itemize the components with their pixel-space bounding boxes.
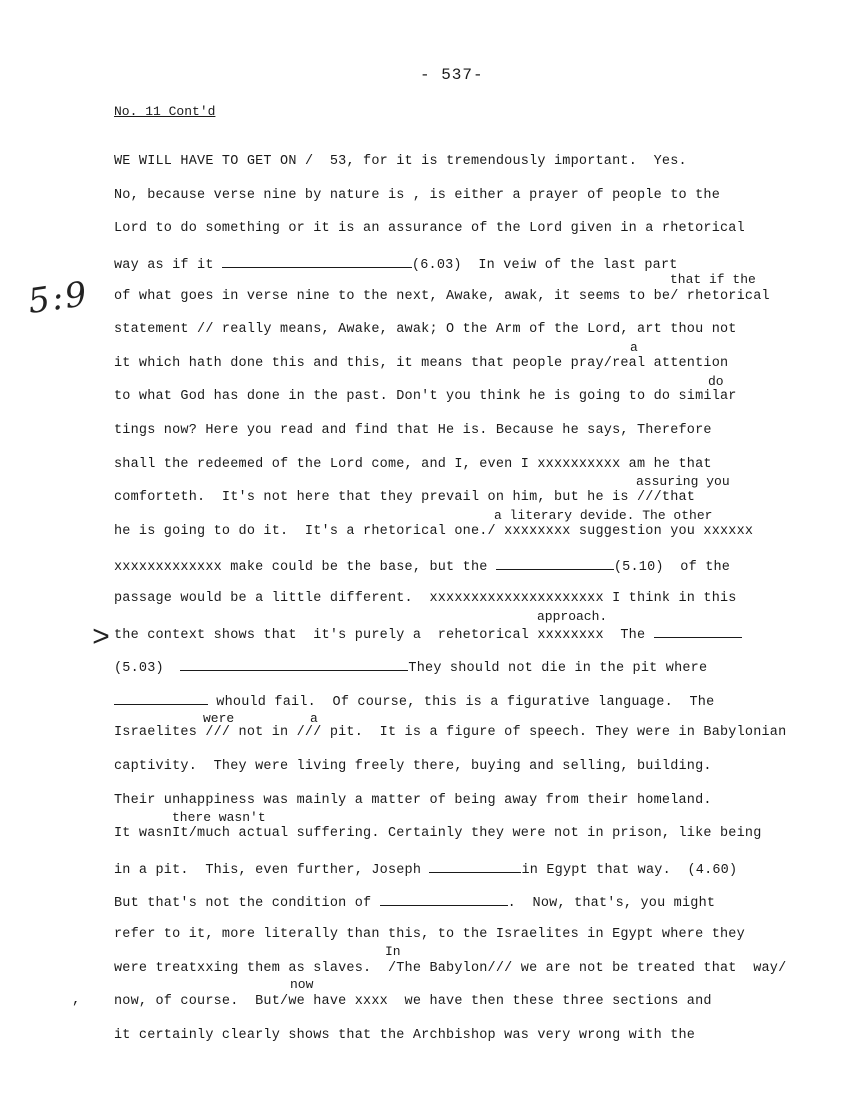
text-line: Lord to do something or it is an assurance of the Lord given in a rhetorical — [114, 221, 745, 236]
section-heading: No. 11 Cont'd — [114, 104, 216, 119]
text-line: it which hath done this and this, it means that people pray/real attention — [114, 356, 729, 371]
text-line: in a pit. This, even further, Joseph in Egypt that way. (4.60) — [114, 860, 737, 878]
text-line: now, of course. But/we have xxxx we have then these three sections and — [114, 994, 712, 1009]
interlinear-insert: a — [310, 711, 318, 726]
text-line: Israelites /// not in /// pit. It is a figure of speech. They were in Babylonian — [114, 725, 787, 740]
text-line: Their unhappiness was mainly a matter of being away from their homeland. — [114, 793, 712, 808]
interlinear-insert: In — [385, 944, 401, 959]
text-line: the context shows that it's purely a rehetorical xxxxxxxx The — [114, 625, 742, 643]
text-line: way as if it (6.03) In veiw of the last part — [114, 255, 678, 273]
handwritten-arrow-mark: > — [92, 622, 111, 656]
interlinear-insert: a — [630, 340, 638, 355]
text-line: (5.03) They should not die in the pit where — [114, 658, 707, 676]
text-line: to what God has done in the past. Don't you think he is going to do similar — [114, 389, 737, 404]
text-line: xxxxxxxxxxxxx make could be the base, but the (5.10) of the — [114, 557, 730, 575]
interlinear-insert: were — [203, 711, 235, 726]
text-line: captivity. They were living freely there, buying and selling, building. — [114, 759, 712, 774]
interlinear-insert: do — [708, 374, 724, 389]
text-line: whould fail. Of course, this is a figurative language. The — [114, 692, 714, 710]
handwritten-margin-note: 5:9 — [25, 273, 92, 323]
interlinear-insert: now — [290, 977, 314, 992]
text-line: it certainly clearly shows that the Archbishop was very wrong with the — [114, 1028, 696, 1043]
interlinear-insert: that if the — [670, 272, 756, 287]
text-line: he is going to do it. It's a rhetorical one./ xxxxxxxx suggestion you xxxxxx — [114, 524, 754, 539]
text-line: passage would be a little different. xxxxxxxxxxxxxxxxxxxxx I think in this — [114, 591, 737, 606]
text-line: But that's not the condition of . Now, that's, you might — [114, 893, 715, 911]
text-line: comforteth. It's not here that they prevail on him, but he is ///that — [114, 490, 696, 505]
interlinear-insert: there wasn't — [172, 810, 266, 825]
text-line: tings now? Here you read and find that He is. Because he says, Therefore — [114, 423, 712, 438]
text-line: WE WILL HAVE TO GET ON / 53, for it is tremendously important. Yes. — [114, 154, 687, 169]
text-line: shall the redeemed of the Lord come, and I, even I xxxxxxxxxx am he that — [114, 457, 712, 472]
text-line: No, because verse nine by nature is , is either a prayer of people to the — [114, 188, 720, 203]
text-line: were treatxxing them as slaves. /The Babylon/// we are not be treated that way/ — [114, 961, 787, 976]
interlinear-insert: assuring you — [636, 474, 730, 489]
interlinear-insert: approach. — [537, 609, 608, 624]
text-line: It wasnIt/much actual suffering. Certainly they were not in prison, like being — [114, 826, 762, 841]
text-line: refer to it, more literally than this, to the Israelites in Egypt where they — [114, 927, 745, 942]
text-line: statement // really means, Awake, awak; O the Arm of the Lord, art thou not — [114, 322, 737, 337]
interlinear-insert: a literary devide. The other — [494, 508, 713, 523]
text-line: of what goes in verse nine to the next, Awake, awak, it seems to be/ rhetorical — [114, 289, 770, 304]
handwritten-tick-mark: , — [72, 992, 81, 1008]
page-number: - 537- — [420, 66, 484, 84]
